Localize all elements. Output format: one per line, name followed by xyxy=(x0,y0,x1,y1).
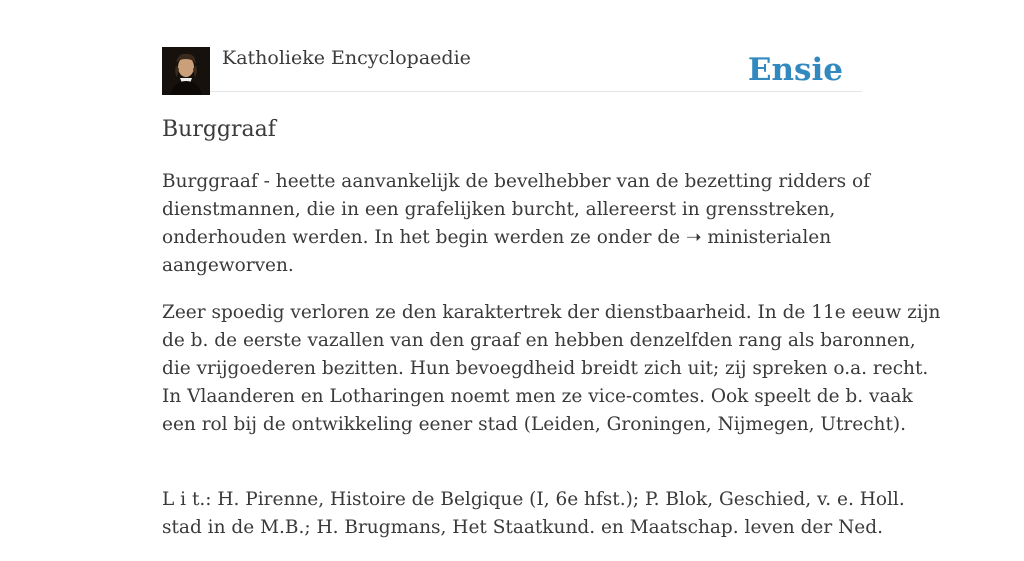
text-line: stad in de M.B.; H. Brugmans, Het Staatkund. en Maatschap. leven der Ned. xyxy=(162,517,883,538)
page-title: Burggraaf xyxy=(162,117,276,142)
brand-logo[interactable]: Ensie xyxy=(747,52,843,88)
paragraph-literature xyxy=(162,486,905,542)
text-line: L i t.: H. Pirenne, Histoire de Belgique (I, 6e hfst.); P. Blok, Geschied, v. e. Holl. xyxy=(162,489,905,510)
text-line: In Vlaanderen en Lotharingen noemt men ze vice-comtes. Ook speelt de b. vaak xyxy=(162,386,913,407)
text-line: een rol bij de ontwikkeling eener stad (Leiden, Groningen, Nijmegen, Utrecht). xyxy=(162,414,906,435)
paragraph-spacer xyxy=(162,458,862,486)
paragraph-definition xyxy=(162,168,870,280)
text-line: onderhouden werden. In het begin werden ze onder de ➝ ministerialen xyxy=(162,227,832,248)
text-line: dienstmannen, die in een grafelijken burcht, allereerst in grensstreken, xyxy=(162,199,836,220)
text-line: Zeer spoedig verloren ze den karaktertrek der dienstbaarheid. In de 11e eeuw zijn xyxy=(162,302,941,323)
portrait-avatar-icon xyxy=(162,47,210,95)
site-title[interactable]: Katholieke Encyclopaedie xyxy=(222,47,471,69)
paragraph-history xyxy=(162,299,941,439)
text-line: Burggraaf - heette aanvankelijk de bevelhebber van de bezetting ridders of xyxy=(162,171,870,192)
article-body xyxy=(162,168,941,561)
site-header xyxy=(162,0,862,92)
text-line: aangeworven. xyxy=(162,255,294,276)
text-line: die vrijgoederen bezitten. Hun bevoegdheid breidt zich uit; zij spreken o.a. recht. xyxy=(162,358,929,379)
page-container xyxy=(162,0,941,538)
text-line: de b. de eerste vazallen van den graaf en hebben denzelfden rang als baronnen, xyxy=(162,330,916,351)
avatar[interactable] xyxy=(162,47,210,95)
